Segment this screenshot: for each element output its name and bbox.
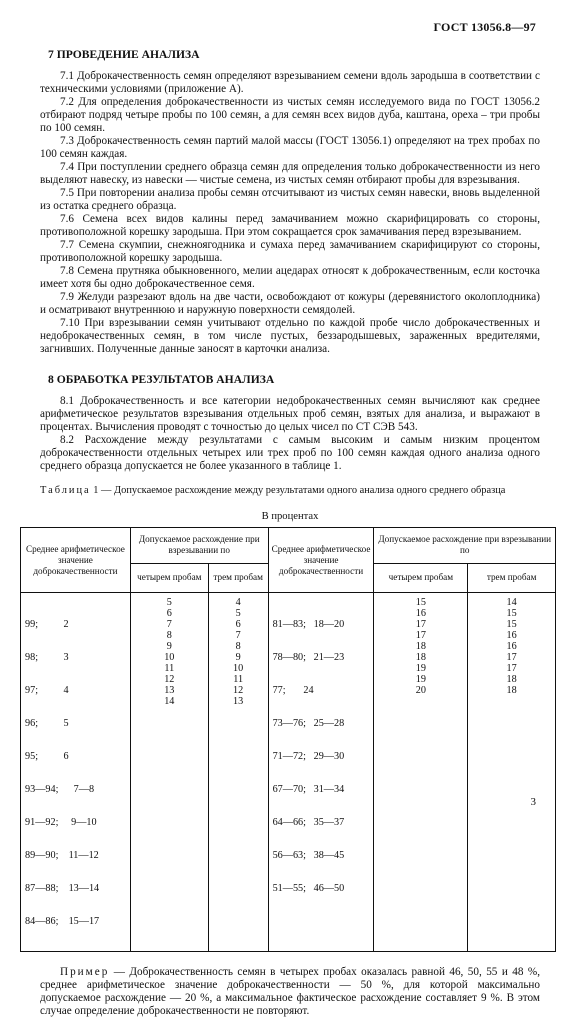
paragraph: 7.7 Семена скумпии, снежноягодника и сумаха перед замачиванием скарифицируют со стороны, противоположной корешку зародыша. — [40, 239, 540, 264]
column-header-mean-left: Среднее арифметическое значение доброкачественности — [21, 528, 131, 593]
table-value: 8 — [235, 641, 241, 652]
table-cell-three-left — [208, 593, 268, 952]
column-header-four-right: четырем пробам — [374, 563, 468, 592]
table-value: 5 — [235, 608, 241, 619]
table-value: 10 — [164, 652, 175, 663]
table-cell-mean-right — [268, 593, 374, 952]
table-1 — [20, 527, 556, 952]
table-caption-text: 1 — Допускаемое расхождение между результатами одного анализа одного среднего образца — [90, 485, 506, 496]
example-text: — Доброкачественность семян в четырех пробах оказалась равной 46, 50, 55 и 48 %, среднее арифметическое значение доброкачественности — 50 %, для которой максимально допускаемое расхождение — 20 %, а максимальное фактическое расхождение составляет 9 %. В этом случае определение доброкачественности не повторяют. — [40, 966, 540, 1017]
table-cell-four-left — [130, 593, 208, 952]
column-header-four-left: четырем пробам — [130, 563, 208, 592]
table-value: 19 — [415, 674, 426, 685]
section-7-heading: 7 ПРОВЕДЕНИЕ АНАЛИЗА — [48, 48, 200, 61]
table-value: 98; 3 — [25, 652, 69, 663]
table-value: 18 — [415, 641, 426, 652]
table-value: 12 — [164, 674, 175, 685]
column-header-allowed-left: Допускаемое расхождение при взрезывании по — [130, 528, 268, 564]
table-value: 15 — [415, 597, 426, 608]
page-body — [25, 48, 552, 1018]
table-value: 17 — [415, 630, 426, 641]
table-value: 73—76; 25—28 — [272, 718, 345, 729]
table-value: 17 — [506, 663, 517, 674]
table-value: 7 — [166, 619, 172, 630]
paragraph: 7.6 Семена всех видов калины перед замачиванием можно скарифицировать со стороны, противоположной корешку зародыша. При этом сокращается срок замачивания перед взрезыванием. — [40, 213, 540, 238]
paragraph: 7.10 При взрезывании семян учитывают отдельно по каждой пробе число доброкачественных и недоброкачественных семян, в том числе пустых, беззародышевых, зараженных вредителями, загнивших. Полученные данные заносят в карточки анализа. — [40, 317, 540, 355]
table-value: 17 — [506, 652, 517, 663]
table-value: 17 — [415, 619, 426, 630]
example-label: Пример — [60, 966, 110, 978]
paragraph: 7.5 При повторении анализа пробы семян отсчитывают из чистых семян навески, вновь выделенной из остатка среднего образца. — [40, 187, 540, 212]
table-caption-word: Таблица — [40, 485, 91, 496]
table-value: 14 — [506, 597, 517, 608]
paragraph: 8.1 Доброкачественность и все категории недоброкачественных семян вычисляют как среднее арифметическое результатов взрезывания отдельных проб семян, взятых для анализа, и выражают в процентах. Вычисления проводят с точностью до целых чисел по СТ СЭВ 543. — [40, 395, 540, 433]
table-value: 10 — [233, 663, 244, 674]
section-8-heading: 8 ОБРАБОТКА РЕЗУЛЬТАТОВ АНАЛИЗА — [48, 373, 275, 386]
section-7-paragraphs — [40, 70, 540, 356]
example-paragraph — [40, 966, 540, 1018]
column-header-allowed-right: Допускаемое расхождение при взрезывании по — [374, 528, 556, 564]
table-value: 8 — [166, 630, 172, 641]
table-value: 87—88; 13—14 — [25, 883, 100, 894]
paragraph: 7.2 Для определения доброкачественности из чистых семян исследуемого вида по ГОСТ 13056.2 отбирают подряд четыре пробы по 100 семян, а для семян всех видов дуба, каштана, ореха – три пробы по 100 семян. — [40, 96, 540, 134]
table-value: 6 — [166, 608, 172, 619]
table-value: 4 — [235, 597, 241, 608]
table-value: 9 — [235, 652, 241, 663]
column-header-mean-right: Среднее арифметическое значение доброкачественности — [268, 528, 374, 593]
table-value: 81—83; 18—20 — [272, 619, 345, 630]
table-cell-mean-left — [21, 593, 131, 952]
table-value: 11 — [164, 663, 175, 674]
table-value: 15 — [506, 619, 517, 630]
column-header-three-left: трем пробам — [208, 563, 268, 592]
table-value: 13 — [233, 696, 244, 707]
table-value: 15 — [506, 608, 517, 619]
document-id: ГОСТ 13056.8—97 — [433, 20, 536, 34]
table-value: 14 — [164, 696, 175, 707]
table-value: 89—90; 11—12 — [25, 850, 99, 861]
table-value: 18 — [506, 685, 517, 696]
section-8-paragraphs — [40, 395, 540, 473]
table-cell-four-right — [374, 593, 468, 952]
table-value: 18 — [415, 652, 426, 663]
paragraph: 8.2 Расхождение между результатами с самым высоким и самым низким процентом доброкачественности отдельных четырех или трех проб по 100 семян каждая одного анализа одного среднего образца допускается не более указанного в таблице 1. — [40, 434, 540, 472]
table-cell-three-right — [468, 593, 556, 952]
table-value: 97; 4 — [25, 685, 69, 696]
table-value: 18 — [506, 674, 517, 685]
table-value: 16 — [506, 630, 517, 641]
table-value: 13 — [164, 685, 175, 696]
paragraph: 7.8 Семена прутняка обыкновенного, мелии ацедарах относят к доброкачественным, если косточка имеет хотя бы одно доброкачественное семя. — [40, 265, 540, 290]
table-value: 99; 2 — [25, 619, 69, 630]
table-value: 78—80; 21—23 — [272, 652, 345, 663]
table-value: 6 — [235, 619, 241, 630]
paragraph: 7.1 Доброкачественность семян определяют взрезыванием семени вдоль зародыша в соответствии с техническими условиями (приложение А). — [40, 70, 540, 95]
table-value: 9 — [166, 641, 172, 652]
table-units: В процентах — [261, 511, 319, 522]
table-value: 91—92; 9—10 — [25, 817, 97, 828]
page-number: 3 — [530, 796, 536, 808]
table-value: 5 — [166, 597, 172, 608]
column-header-three-right: трем пробам — [468, 563, 556, 592]
table-value: 11 — [233, 674, 244, 685]
table-value: 20 — [415, 685, 426, 696]
table-value: 16 — [506, 641, 517, 652]
table-value: 7 — [235, 630, 241, 641]
table-caption — [40, 484, 540, 497]
table-value: 71—72; 29—30 — [272, 751, 345, 762]
paragraph: 7.9 Желуди разрезают вдоль на две части, освобождают от кожуры (деревянистого околоплодника) и осматривают внутреннюю и наружную поверхности семядолей. — [40, 291, 540, 316]
table-value: 96; 5 — [25, 718, 69, 729]
paragraph: 7.3 Доброкачественность семян партий малой массы (ГОСТ 13056.1) определяют на трех пробах по 100 семян каждая. — [40, 135, 540, 160]
paragraph: 7.4 При поступлении среднего образца семян для определения только доброкачественности из него выделяют навеску, из навески — чистые семена, из чистых семян отбирают пробы для взрезывания. — [40, 161, 540, 186]
table-value: 95; 6 — [25, 751, 69, 762]
table-value: 84—86; 15—17 — [25, 916, 100, 927]
table-value: 56—63; 38—45 — [272, 850, 345, 861]
table-value: 64—66; 35—37 — [272, 817, 345, 828]
table-value: 12 — [233, 685, 244, 696]
table-value: 51—55; 46—50 — [272, 883, 345, 894]
table-value: 77; 24 — [272, 685, 314, 696]
table-value: 19 — [415, 663, 426, 674]
table-value: 16 — [415, 608, 426, 619]
table-value: 93—94; 7—8 — [25, 784, 95, 795]
table-value: 67—70; 31—34 — [272, 784, 345, 795]
